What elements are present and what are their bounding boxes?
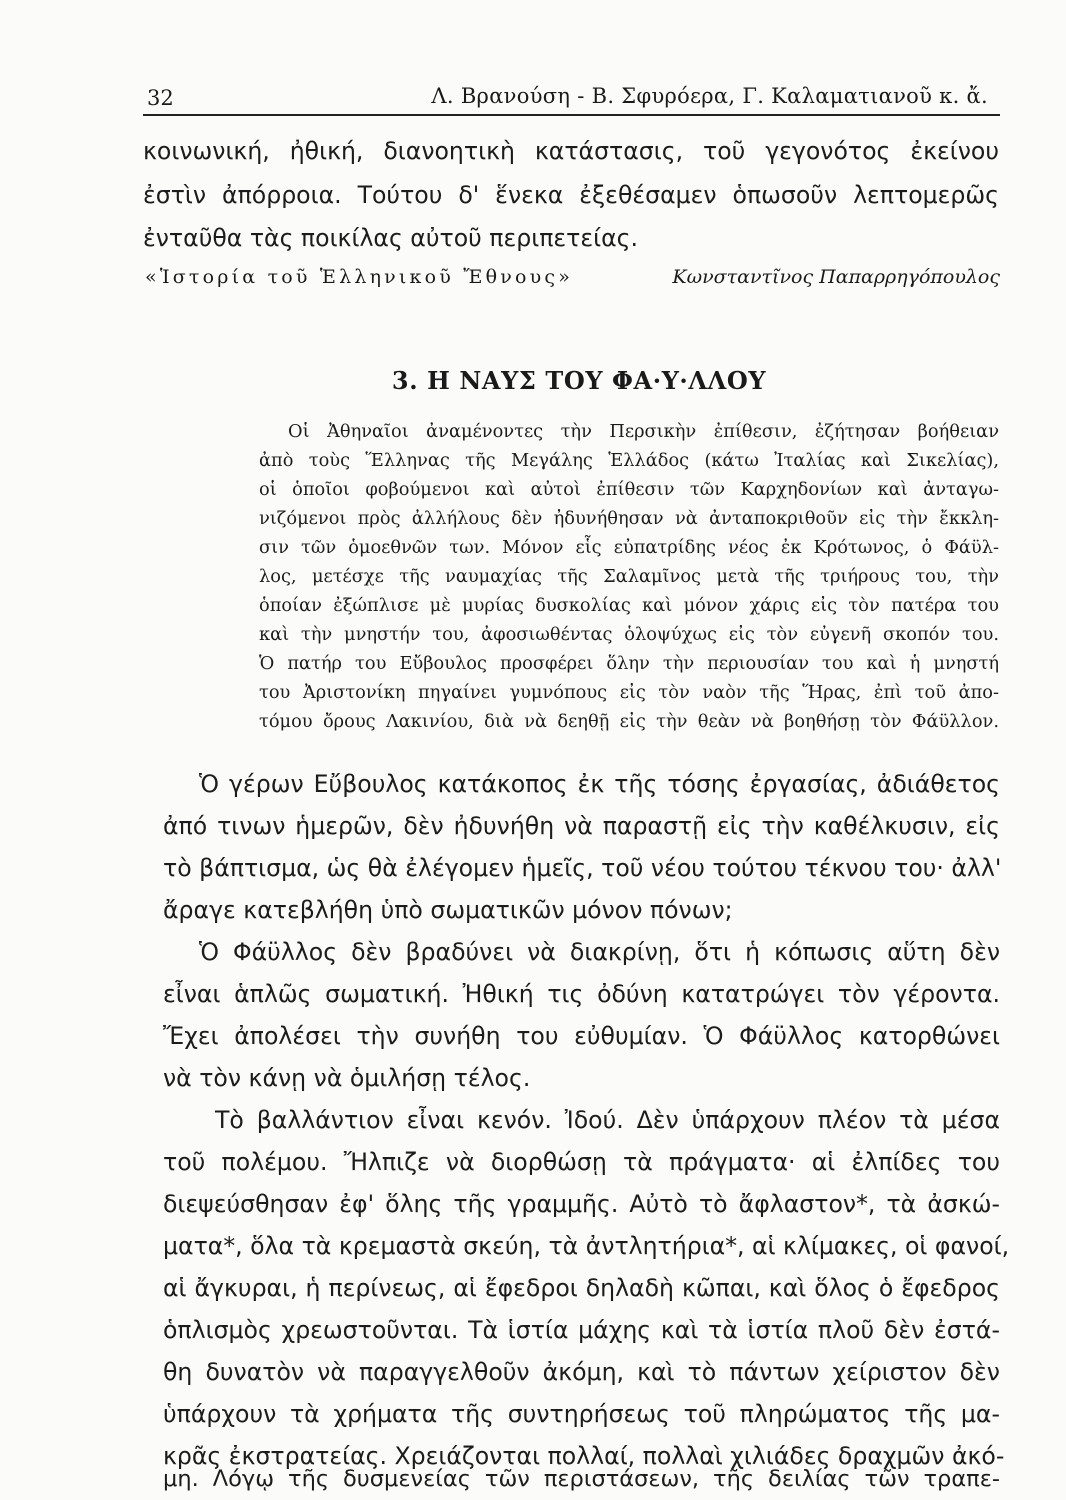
intro-line: ἐνταῦθα τὰς ποικίλας αὐτοῦ περιπετείας. [143,224,639,252]
summary-line: ἀπὸ τοὺς Ἕλληνας τῆς Μεγάλης Ἑλλάδος (κάτω Ἰταλίας καὶ Σικελίας), [259,450,999,471]
summary-line: του Ἀριστονίκη πηγαίνει γυμνόπους εἰς τὸν ναὸν τῆς Ἥρας, ἐπὶ τοῦ ἀπο- [259,682,999,703]
summary-line: νιζόμενοι πρὸς ἀλλήλους δὲν ἠδυνήθησαν νὰ ἀνταποκριθοῦν εἰς τὴν ἔκκλη- [259,508,999,529]
intro-line: κοινωνική, ἠθική, διανοητικὴ κατάστασις, τοῦ γεγονότος ἐκείνου [143,137,999,165]
main-line: Ὁ γέρων Εὔβουλος κατάκοπος ἐκ τῆς τόσης ἐργασίας, ἀδιάθετος [199,770,1000,798]
main-line: ἀπό τινων ἡμερῶν, δὲν ἠδυνήθη νὰ παραστῇ εἰς τὴν καθέλκυσιν, εἰς [163,812,1000,840]
section-heading: 3. Η ΝΑΥΣ ΤΟΥ ΦΑ·Υ·ΛΛΟΥ [391,366,767,395]
main-line: Ἔχει ἀπολέσει τὴν συνήθη του εὐθυμίαν. Ὁ Φάϋλλος κατορθώνει [163,1022,1000,1050]
page-number: 32 [147,86,174,110]
main-line: ματα*, ὅλα τὰ κρεμαστὰ σκεύη, τὰ ἀντλητήρια*, αἱ κλίμακες, οἱ φανοί, [163,1232,1010,1260]
main-line: ἄραγε κατεβλήθη ὑπὸ σωματικῶν μόνον πόνων; [163,896,733,924]
main-line: εἶναι ἁπλῶς σωματική. Ἠθική τις ὀδύνη κατατρώγει τὸν γέροντα. [163,980,1000,1008]
main-line: κρᾶς ἐκστρατείας. Χρειάζονται πολλαί, πολλαὶ χιλιάδες δραχμῶν ἀκό- [163,1442,1005,1470]
summary-line: ὁποίαν ἐξώπλισε μὲ μυρίας δυσκολίας καὶ μόνον χάρις εἰς τὸν πατέρα του [259,595,999,616]
citation-author: Κωνσταντῖνος Παπαρρηγόπουλος [672,266,1000,288]
main-line: αἱ ἄγκυραι, ἡ περίνεως, αἱ ἔφεδροι δηλαδὴ κῶπαι, καὶ ὅλος ὁ ἔφεδρος [163,1274,1000,1302]
running-title: Λ. Βρανούση - Β. Σφυρόερα, Γ. Καλαματιανοῦ κ. ἄ. [431,84,988,108]
summary-line: Οἱ Ἀθηναῖοι ἀναμένοντες τὴν Περσικὴν ἐπίθεσιν, ἐζήτησαν βοήθειαν [288,421,999,442]
citation [145,266,1000,288]
page-header [143,78,1000,116]
summary-line: καὶ τὴν μνηστήν του, ἀφοσιωθέντας ὁλοψύχως εἰς τὸν εὐγενῆ σκοπόν του. [259,624,999,645]
main-line: τοῦ πολέμου. Ἤλπιζε νὰ διορθώσῃ τὰ πράγματα· αἱ ἐλπίδες του [163,1148,1000,1176]
citation-work-title: «Ἱστορία τοῦ Ἑλληνικοῦ Ἔθνους» [145,266,574,288]
main-line: νὰ τὸν κάνῃ νὰ ὁμιλήσῃ τέλος. [163,1064,531,1092]
summary-line: οἱ ὁποῖοι φοβούμενοι καὶ αὐτοὶ ἐπίθεσιν τῶν Καρχηδονίων καὶ ἀνταγω- [259,479,999,500]
main-line-last: μη. Λόγῳ τῆς δυσμενείας τῶν περιστάσεων, τῆς δειλίας τῶν τραπε- [163,1466,1000,1492]
main-line: τὸ βάπτισμα, ὡς θὰ ἐλέγομεν ἡμεῖς, τοῦ νέου τούτου τέκνου του· ἀλλ' [163,854,1002,882]
summary-line: Ὁ πατήρ του Εὔβουλος προσφέρει ὅλην τὴν περιουσίαν του καὶ ἡ μνηστή [259,653,999,674]
intro-line: ἐστὶν ἀπόρροια. Τούτου δ' ἕνεκα ἐξεθέσαμεν ὁπωσοῦν λεπτομερῶς [143,181,999,209]
main-line: θη δυνατὸν νὰ παραγγελθοῦν ἀκόμη, καὶ τὸ πάντων χείριστον δὲν [163,1358,1000,1386]
summary-line: λος, μετέσχε τῆς ναυμαχίας τῆς Σαλαμῖνος μετὰ τῆς τριήρους του, τὴν [259,566,999,587]
summary-line: τόμου ὄρους Λακινίου, διὰ νὰ δεηθῇ εἰς τὴν θεὰν νὰ βοηθήσῃ τὸν Φάϋλλον. [259,711,999,732]
summary-line: σιν τῶν ὁμοεθνῶν των. Μόνον εἷς εὐπατρίδης νέος ἐκ Κρότωνος, ὁ Φάϋλ- [259,537,999,558]
main-line: Τὸ βαλλάντιον εἶναι κενόν. Ἰδού. Δὲν ὑπάρχουν πλέον τὰ μέσα [215,1106,1000,1134]
main-line: Ὁ Φάϋλλος δὲν βραδύνει νὰ διακρίνῃ, ὅτι ἡ κόπωσις αὕτη δὲν [199,938,1000,966]
main-line: διεψεύσθησαν ἐφ' ὅλης τῆς γραμμῆς. Αὐτὸ τὸ ἄφλαστον*, τὰ ἀσκώ- [163,1190,1000,1218]
main-line: ὁπλισμὸς χρεωστοῦνται. Τὰ ἱστία μάχης καὶ τὰ ἱστία πλοῦ δὲν ἐστά- [163,1316,1000,1344]
main-line: ὑπάρχουν τὰ χρήματα τῆς συντηρήσεως τοῦ πληρώματος τῆς μα- [163,1400,1000,1428]
